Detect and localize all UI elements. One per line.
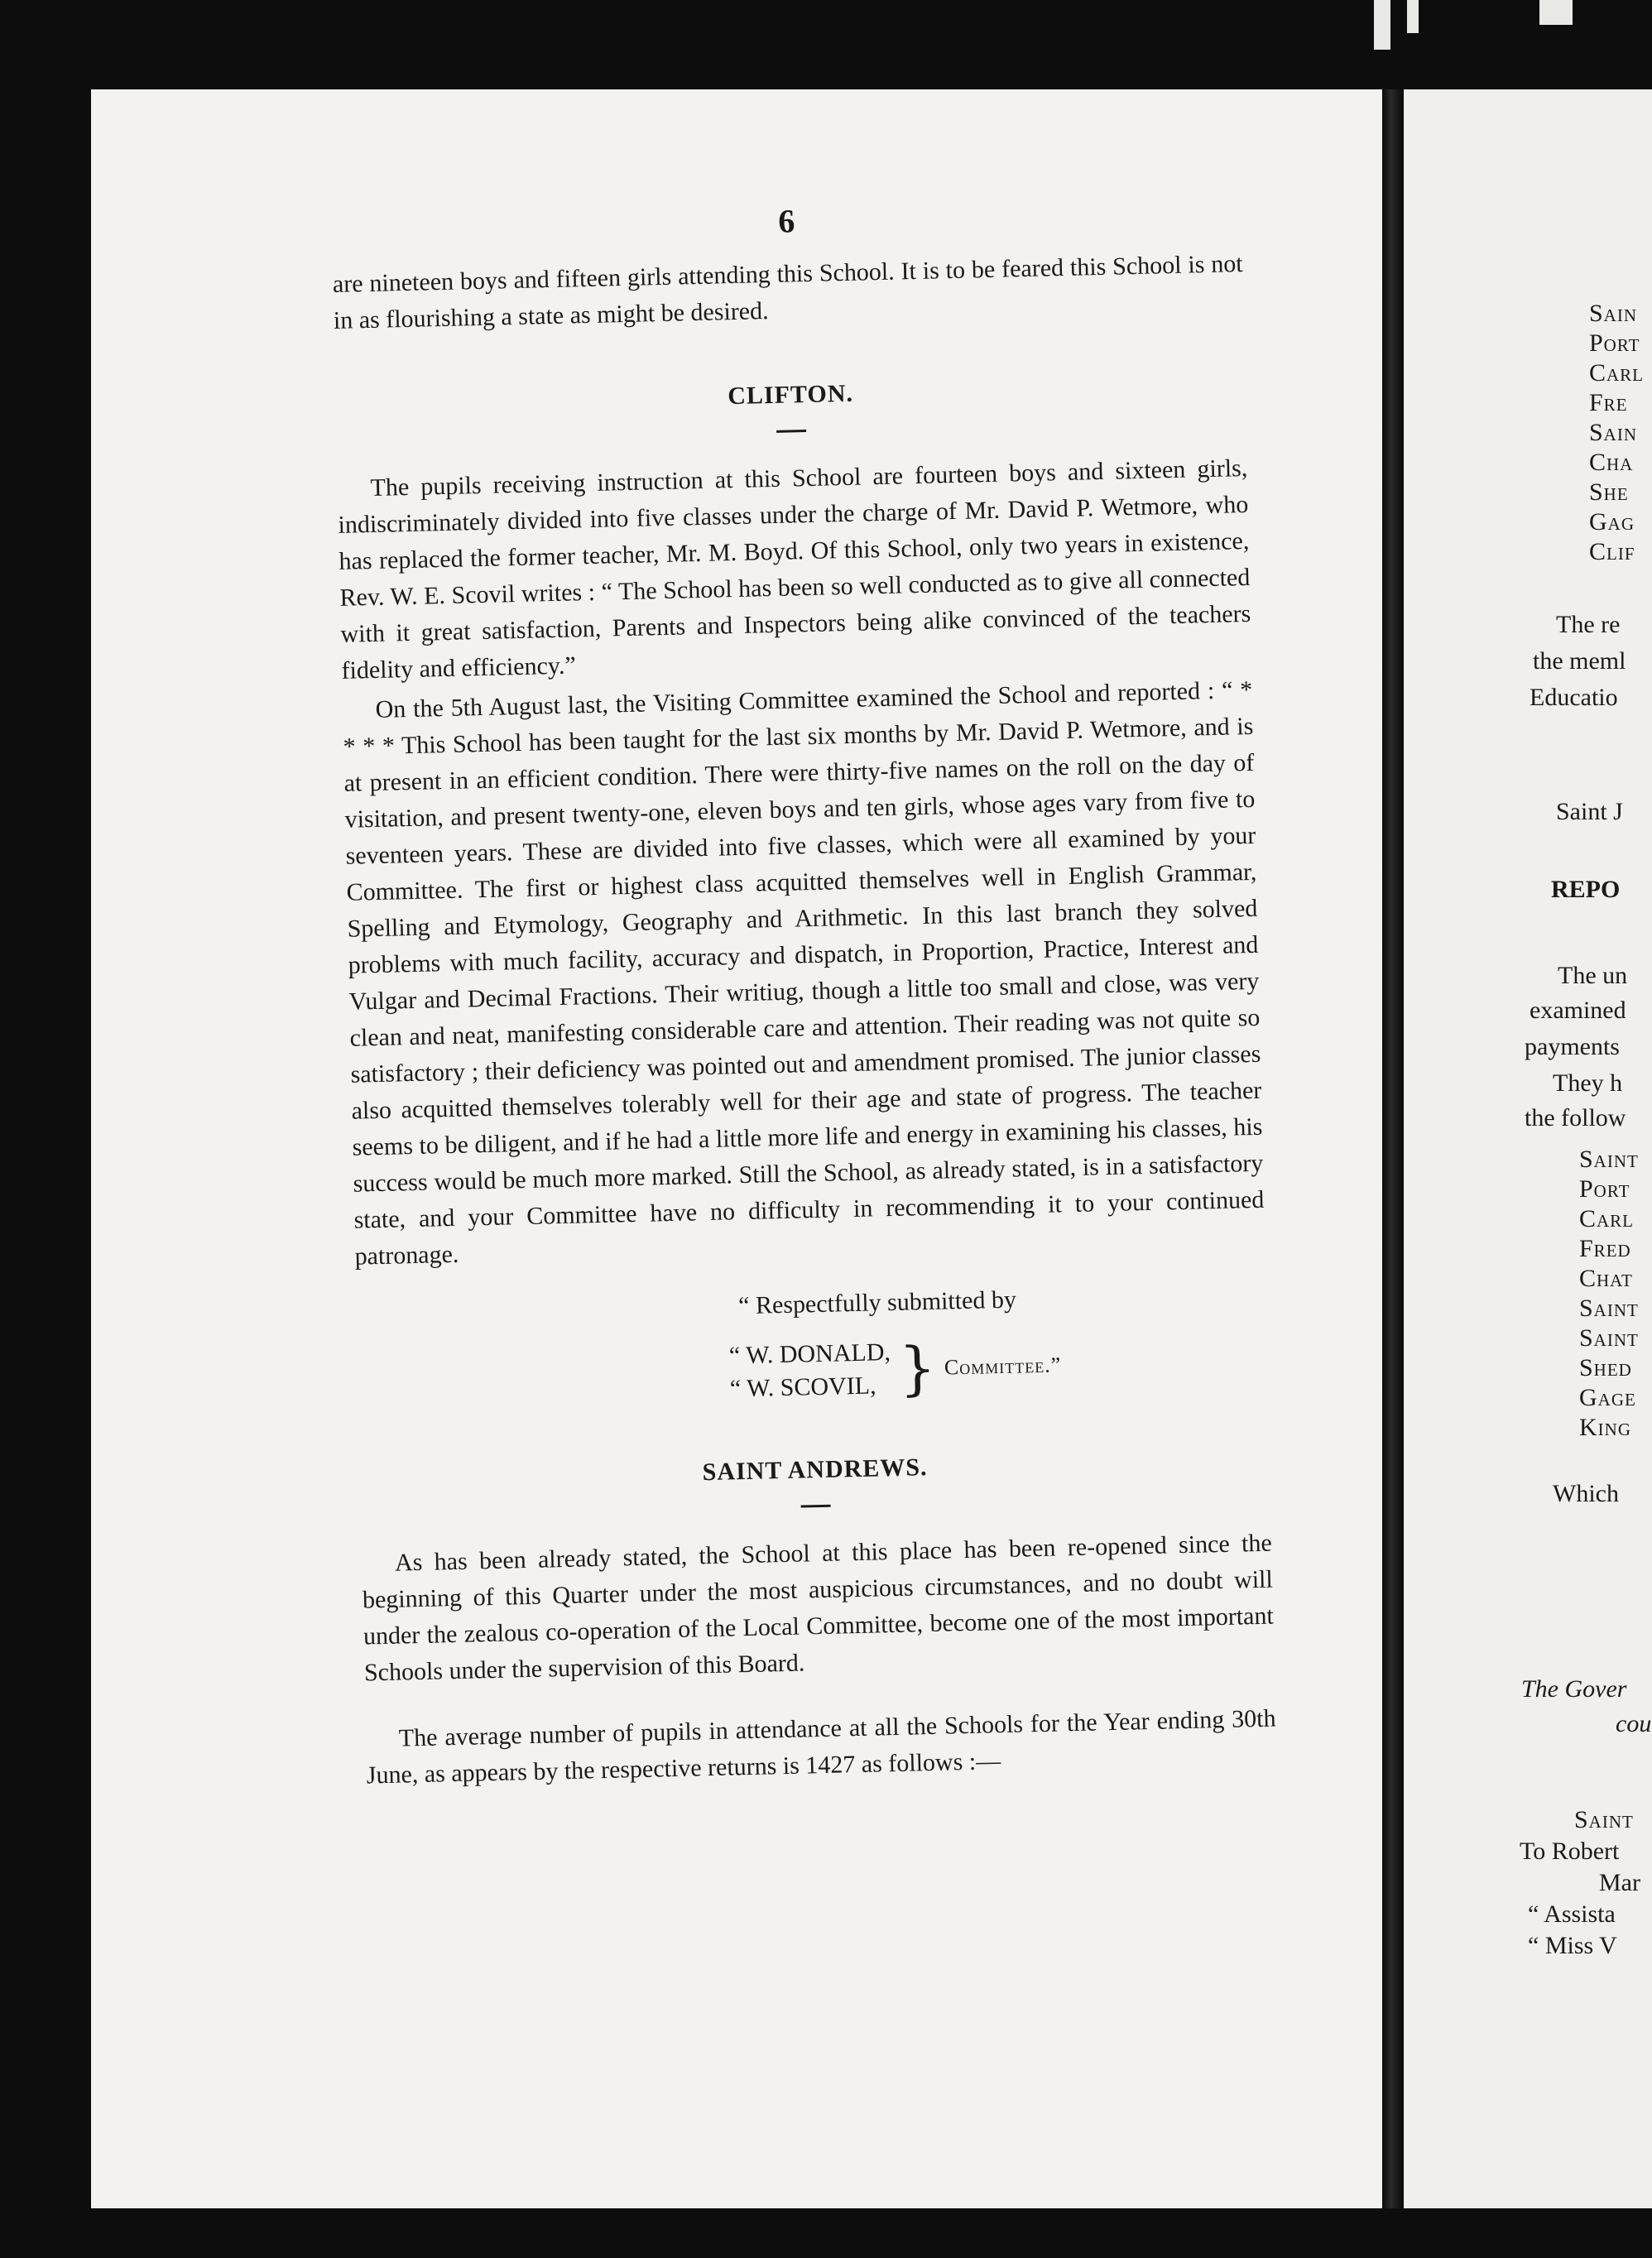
right-text-line: examined bbox=[1530, 997, 1626, 1024]
right-text-line: The re bbox=[1556, 611, 1621, 638]
right-text-line: Educatio bbox=[1530, 684, 1618, 711]
right-list-item: Carl bbox=[1579, 1205, 1635, 1232]
intro-paragraph: are nineteen boys and fifteen girls attending this School. It is to be feared this School is not in as flourishing a state as might be desired. bbox=[332, 250, 1244, 334]
right-list-item: King bbox=[1579, 1414, 1631, 1441]
page-edge-mark bbox=[1539, 0, 1573, 25]
right-text-line: payments bbox=[1525, 1033, 1620, 1060]
right-list-item: Fre bbox=[1589, 389, 1628, 416]
signature-block bbox=[357, 1328, 1269, 1415]
right-list-item: Gag bbox=[1589, 508, 1635, 536]
right-list-item: Shed bbox=[1579, 1354, 1632, 1381]
page-edge-mark bbox=[1407, 0, 1419, 33]
book-spine bbox=[1382, 89, 1404, 2208]
left-page-content bbox=[331, 193, 1277, 1797]
right-text-line: “ Assista bbox=[1528, 1900, 1616, 1928]
closing-paragraph: The average number of pupils in attendance at all the Schools for the Year ending 30th June, as appears by the respective returns is 1427 as follows :— bbox=[366, 1704, 1276, 1790]
right-list-item: She bbox=[1589, 478, 1629, 506]
right-list-item: Cha bbox=[1589, 449, 1634, 476]
section-heading-saint-andrews: SAINT ANDREWS. bbox=[702, 1453, 928, 1487]
signature-role: Committee.” bbox=[944, 1352, 1062, 1380]
signatory-name: “ W. SCOVIL, bbox=[729, 1372, 876, 1403]
right-list-item: Sain bbox=[1589, 300, 1638, 327]
left-page bbox=[91, 89, 1382, 2208]
right-list-item: Saint bbox=[1579, 1324, 1639, 1352]
right-text-line: Saint J bbox=[1556, 798, 1623, 825]
section-heading-clifton: CLIFTON. bbox=[727, 379, 854, 411]
right-text-line: the meml bbox=[1533, 647, 1626, 675]
right-report-heading: REPO bbox=[1551, 876, 1621, 903]
right-italic-line: cou bbox=[1616, 1710, 1652, 1737]
right-page bbox=[1404, 89, 1652, 2208]
right-list-item: Port bbox=[1589, 329, 1640, 357]
page-number: 6 bbox=[777, 202, 795, 240]
right-text-line: “ Miss V bbox=[1528, 1932, 1617, 1959]
right-list-item: Sain bbox=[1589, 419, 1638, 446]
signatory-name: “ W. DONALD, bbox=[728, 1338, 891, 1370]
clifton-paragraph-2: On the 5th August last, the Visiting Committee examined the School and reported : “ * * * * This School has been taught for the last six months by Mr. David P. Wetmore, and is at present in an efficient condition. There were thirty-five names on the roll on the day of visitation, and present twenty-one, eleven boys and ten girls, whose ages vary from five to seventeen years. These are divided into five classes, which were all examined by your Committee. The first or highest class acquitted themselves well in English Grammar, Spelling and Etymology, Geography and Arithmetic. In this last branch they solved problems with much facility, accuracy and dispatch, in Proportion, Practice, Interest and Vulgar and Decimal Fractions. Their writiug, though a little too small and close, was very clean and neat, manifesting considerable care and attention. Their reading was not quite so satisfactory ; their deficiency was pointed out and amendment promised. The junior classes also acquitted themselves tolerably well for their age and state of progress. The teacher seems to be diligent, and if he had a little more life and energy in examining his classes, his success would be much more marked. Still the School, as already stated, is in a satisfactory state, and your Committee have no difficulty in recommending it to your continued patronage. bbox=[343, 675, 1265, 1271]
right-text-line: Which bbox=[1553, 1480, 1619, 1507]
signature-intro: “ Respectfully submitted by bbox=[737, 1285, 1017, 1320]
right-text-line: To Robert bbox=[1520, 1838, 1620, 1865]
right-list-item: Fred bbox=[1579, 1235, 1631, 1262]
right-list-item: Carl bbox=[1589, 359, 1645, 387]
right-text-line: the follow bbox=[1525, 1104, 1626, 1131]
clifton-paragraph-1: The pupils receiving instruction at this School are fourteen boys and sixteen girls, indiscriminately divided into five classes under the charge of Mr. David P. Wetmore, who has replaced the former teacher, Mr. M. Boyd. Of this School, only two years in existence, Rev. W. E. Scovil writes : “ The School has been so well conducted as to give all connected with it great satisfaction, Parents and Inspectors being alike convinced of the teachers fidelity and efficiency.” bbox=[338, 454, 1251, 685]
scan-border-top bbox=[0, 0, 1642, 89]
right-list-item: Gage bbox=[1579, 1384, 1636, 1411]
heading-rule bbox=[801, 1505, 831, 1508]
right-text-line: They h bbox=[1553, 1069, 1623, 1097]
right-list-item: Saint bbox=[1579, 1146, 1639, 1173]
right-text-line: The un bbox=[1558, 962, 1628, 989]
page-edge-mark bbox=[1374, 0, 1390, 50]
saint-andrews-paragraph: As has been already stated, the School at this place has been re-opened since the beginning of this Quarter under the most auspicious circumstances, and no doubt will under the zealous co-operation of the Local Committee, become one of the most important Schools under the supervision of this Board. bbox=[362, 1529, 1275, 1687]
right-list-item: Port bbox=[1579, 1175, 1630, 1203]
signatory-names bbox=[729, 1336, 892, 1405]
right-list-item: Chat bbox=[1579, 1265, 1633, 1292]
right-text-line: Saint bbox=[1574, 1806, 1634, 1833]
heading-rule bbox=[776, 430, 806, 433]
right-list-item: Saint bbox=[1579, 1295, 1639, 1322]
right-list-item: Clif bbox=[1589, 538, 1635, 565]
right-text-line: Mar bbox=[1599, 1869, 1640, 1896]
right-italic-line: The Gover bbox=[1521, 1675, 1627, 1703]
brace-glyph: } bbox=[898, 1333, 937, 1403]
